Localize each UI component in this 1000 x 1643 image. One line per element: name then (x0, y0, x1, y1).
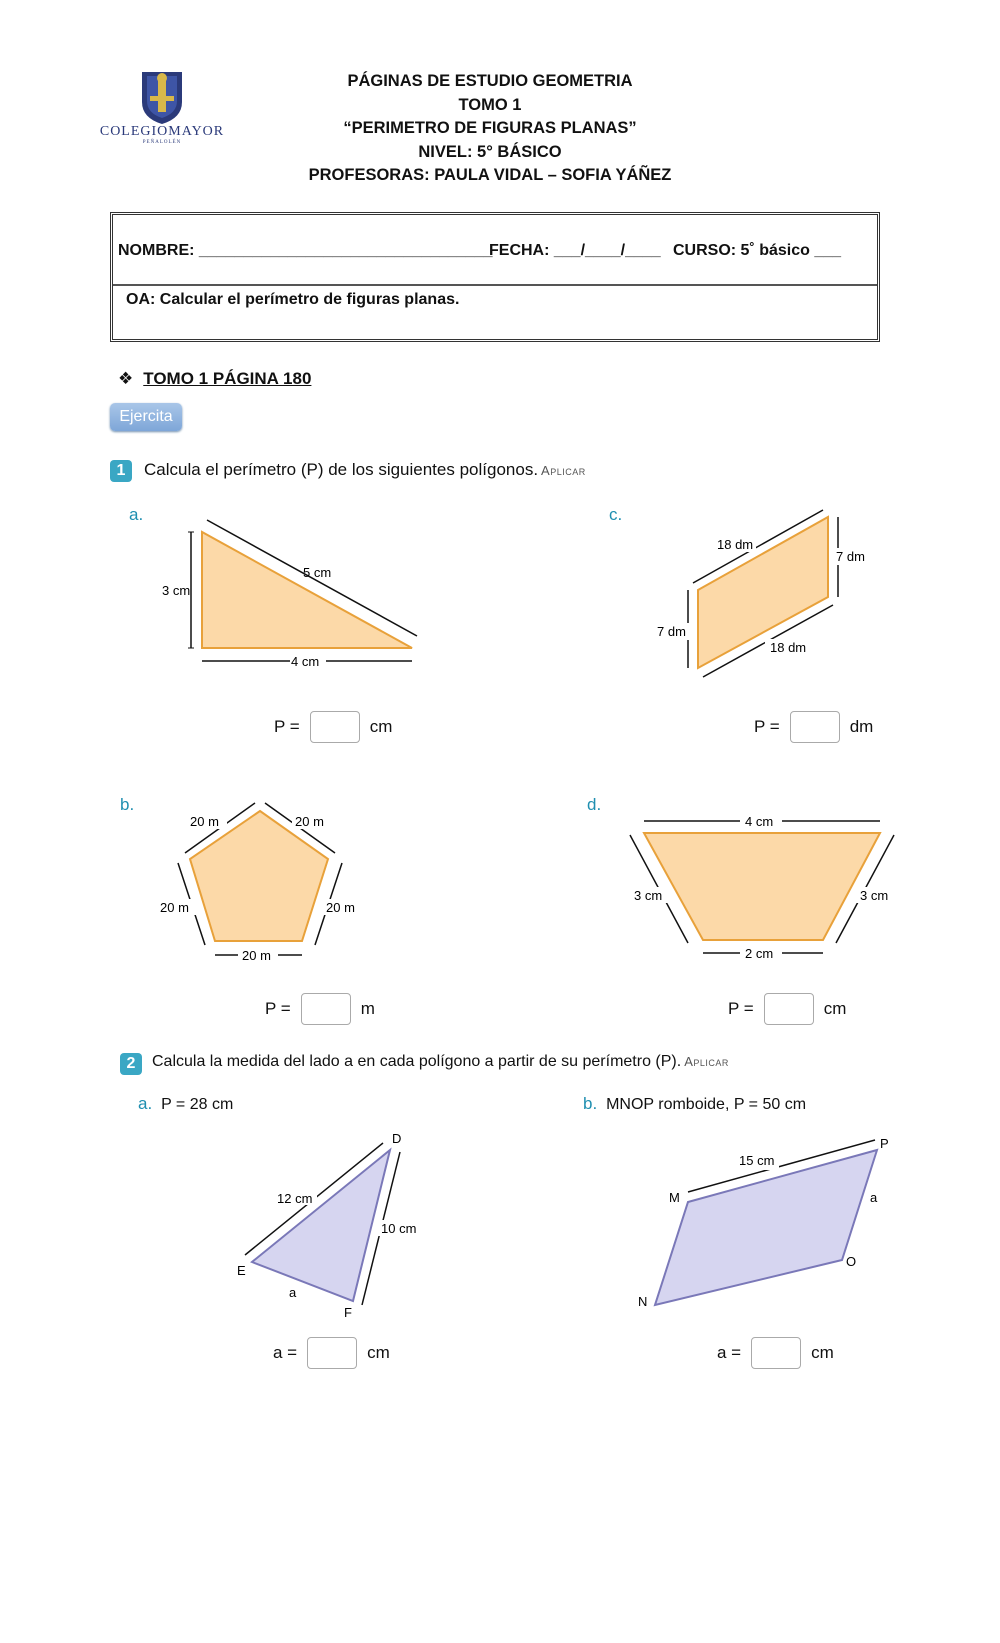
triangle-shape (202, 532, 412, 648)
side-label: 3 cm (634, 888, 663, 903)
fecha-field[interactable]: FECHA: ___/____/____ (489, 242, 661, 259)
rhomboid-shape (655, 1150, 877, 1305)
side-label: 7 dm (657, 624, 686, 639)
unit-label: m (360, 999, 375, 1018)
aplicar-tag: Aplicar (684, 1054, 729, 1069)
answer-1d (728, 993, 846, 1025)
side-label: 20 m (295, 814, 324, 829)
side-a-label: a = (717, 1343, 742, 1362)
side-label: a (870, 1190, 878, 1205)
header-line: NIVEL: 5° BÁSICO (418, 142, 562, 161)
side-label: 10 cm (381, 1221, 417, 1236)
unit-label: dm (849, 717, 874, 736)
perimeter-label: P = (265, 999, 291, 1018)
side-label: 7 dm (836, 549, 865, 564)
vertex-label: O (846, 1254, 857, 1269)
side-label: 4 cm (745, 814, 774, 829)
nombre-field[interactable]: NOMBRE: _________________________________ (118, 242, 493, 259)
side-label: a (289, 1285, 297, 1300)
item-letter-1a: a. (129, 505, 144, 524)
item-letter-1b: b. (120, 795, 135, 814)
answer-2a (273, 1337, 390, 1369)
vertex-label: D (392, 1131, 402, 1146)
vertex-label: N (638, 1294, 648, 1309)
item-letter-1d: d. (587, 795, 602, 814)
ejercita-badge: Ejercita (110, 403, 182, 431)
bullet-icon: ❖ (118, 369, 134, 388)
answer-1b (265, 993, 375, 1025)
item-2b-title (583, 1094, 806, 1114)
document-header (300, 70, 680, 188)
trapezoid-shape (644, 833, 880, 940)
exercise-1-text: Calcula el perímetro (P) de los siguientes polígonos. (144, 460, 539, 479)
perimeter-label: P = (754, 717, 780, 736)
answer-1c (754, 711, 873, 743)
figure-2b-rhomboid (630, 1130, 900, 1320)
unit-label: cm (367, 1343, 390, 1362)
header-line: TOMO 1 (458, 95, 522, 114)
side-label: 20 m (326, 900, 355, 915)
student-info-row (113, 215, 877, 286)
item-2a-title (138, 1094, 233, 1114)
figure-1d-trapezoid (620, 805, 910, 965)
answer-input-2a[interactable] (307, 1337, 357, 1369)
side-label: 3 cm (860, 888, 889, 903)
figure-2a-triangle (230, 1125, 430, 1325)
section-title-text: TOMO 1 PÁGINA 180 (143, 369, 312, 388)
header-line: “PERIMETRO DE FIGURAS PLANAS” (343, 119, 637, 137)
answer-input-1b[interactable] (301, 993, 351, 1025)
exercise-2-badge: 2 (120, 1053, 142, 1075)
side-label: 18 dm (770, 640, 807, 655)
item-2b-desc: MNOP romboide, P = 50 cm (606, 1096, 807, 1113)
figure-1c-parallelogram (650, 505, 880, 690)
exercise-2-text: Calcula la medida del lado a en cada polígono a partir de su perímetro (P). (152, 1053, 682, 1070)
curso-field[interactable]: CURSO: 5˚ básico ___ (673, 242, 842, 259)
answer-2b (717, 1337, 834, 1369)
section-title (118, 369, 311, 389)
vertex-label: F (344, 1305, 352, 1320)
side-label: 20 m (190, 814, 219, 829)
side-a-label: a = (273, 1343, 298, 1362)
side-label: 2 cm (745, 946, 774, 961)
answer-input-1c[interactable] (790, 711, 840, 743)
answer-input-2b[interactable] (751, 1337, 801, 1369)
unit-label: cm (823, 999, 847, 1018)
perimeter-label: P = (274, 717, 300, 736)
side-label: 12 cm (277, 1191, 313, 1206)
side-label: 15 cm (739, 1153, 775, 1168)
item-letter-2a: a. (138, 1094, 153, 1113)
unit-label: cm (811, 1343, 834, 1362)
answer-1a (274, 711, 392, 743)
answer-input-1a[interactable] (310, 711, 360, 743)
side-label: 3 cm (162, 583, 191, 598)
header-line: PÁGINAS DE ESTUDIO GEOMETRIA (347, 72, 633, 90)
side-label: 20 m (160, 900, 189, 915)
answer-input-1d[interactable] (764, 993, 814, 1025)
item-letter-1c: c. (609, 505, 623, 524)
figure-1b-pentagon (150, 795, 380, 975)
exercise-1-badge: 1 (110, 460, 132, 482)
exercise-2-instruction (152, 1053, 729, 1071)
school-name: COLEGIOMAYOR (99, 124, 225, 139)
vertex-label: E (237, 1263, 246, 1278)
side-label: 4 cm (291, 654, 320, 669)
item-2a-desc: P = 28 cm (161, 1096, 234, 1113)
header-line: PROFESORAS: PAULA VIDAL – SOFIA YÁÑEZ (308, 166, 672, 184)
pentagon-shape (190, 811, 328, 941)
vertex-label: P (880, 1136, 889, 1151)
figure-1a-triangle (150, 510, 430, 680)
unit-label: cm (369, 717, 393, 736)
exercise-1-instruction (144, 460, 586, 480)
item-letter-2b: b. (583, 1094, 598, 1113)
side-label: 18 dm (717, 537, 754, 552)
school-subtitle: PEÑALOLÉN (142, 140, 182, 145)
vertex-label: M (669, 1190, 680, 1205)
aplicar-tag: Aplicar (541, 463, 586, 478)
side-label: 5 cm (303, 565, 332, 580)
objective-text: OA: Calcular el perímetro de figuras planas. (126, 291, 460, 308)
side-label: 20 m (242, 948, 271, 963)
perimeter-label: P = (728, 999, 754, 1018)
student-info-box (110, 212, 880, 342)
